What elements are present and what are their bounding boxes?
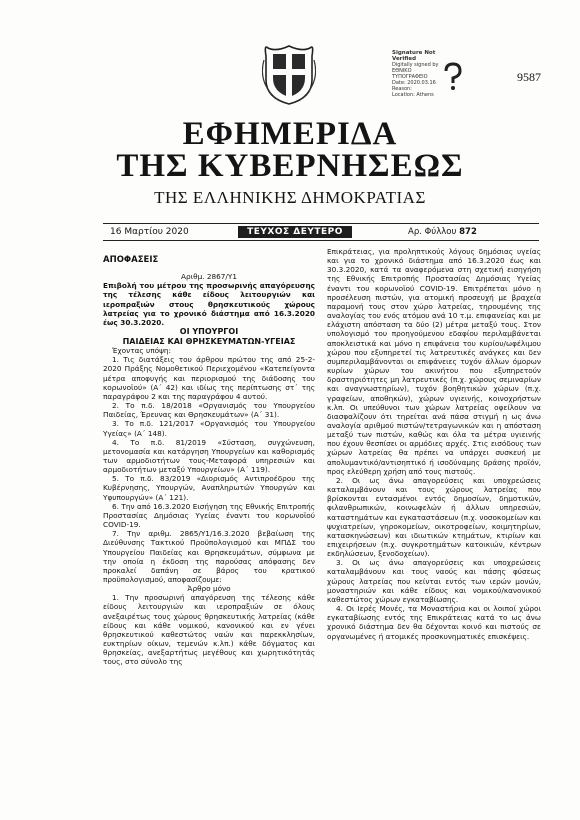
- paragraph: 1. Την προσωρινή απαγόρευση της τέλεσης κάθε είδους λειτουργιών και ιεροπραξιών σε όλους ανεξαιρέτως τους χώρους θρησκευτικής λατρείας (κάθε είδους και κάθε νομικού, κανονικού και εν γένει θρησκευτικού καθεστώτος ναών και παρεκκλησίων, ευκτηρίων οίκων, τεμενών κ.λπ.) κάθε δόγματος και θρησκείας, ανεξαρτήτως μεγέθους και χωρητικότητάς τους, στο σύνολο της: [103, 593, 315, 667]
- signature-detail: ΕΘΝΙΚΟ: [392, 68, 412, 74]
- masthead-republic: ΤΗΣ ΕΛΛΗΝΙΚΗΣ ΔΗΜΟΚΡΑΤΙΑΣ: [154, 188, 426, 207]
- paragraph: 1. Τις διατάξεις του άρθρου πρώτου της από 25-2-2020 Πράξης Νομοθετικού Περιεχομένου «Κατεπείγοντα μέτρα αποφυγής και περιορισμού της διάδοσης του κορωνοϊού» (Α΄ 42) και ιδίως της περίπτωσης στ΄ της παραγράφου 2 και της παραγράφου 4 αυτού.: [103, 355, 315, 401]
- paragraph: 2. Οι ως άνω απαγορεύσεις και υποχρεώσεις καταλαμβάνουν και τους χώρους λατρείας που βρίσκονται εντασμένοι εντός δημοσίων, δημοτικών, φιλανθρωπικών, κοινωφελών ή άλλων υπηρεσιών, καταστημάτων και εγκαταστάσεων (π.χ. νοσοκομείων και ψυχιατρείων, γηροκομείων, οικοτροφείων, κοιμητηρίων, κατασκηνώσεων) και ιδιωτικών κτημάτων, κτιρίων και επιχειρήσεων (π.χ. συγκροτημάτων κατοικιών, κέντρων εκδηλώσεων, ξενοδοχείων).: [327, 475, 541, 559]
- paragraph: 6. Την από 16.3.2020 Εισήγηση της Εθνικής Επιτροπής Προστασίας Δημόσιας Υγείας έναντι του κορωνοϊού COVID-19.: [103, 501, 315, 530]
- paragraph: 5. Το π.δ. 83/2019 «Διορισμός Αντιπροέδρου της Κυβέρνησης, Υπουργών, Αναπληρωτών Υπουργών και Υφυπουργών» (Α΄ 121).: [103, 474, 315, 502]
- masthead-subtitle: ΤΗΣ ΚΥΒΕΡΝΗΣΕΩΣ: [116, 148, 464, 184]
- signature-detail: Reason:: [392, 86, 412, 92]
- header-rule-bottom: [103, 240, 539, 241]
- ministers-heading: ΟΙ ΥΠΟΥΡΓΟΙ ΠΑΙΔΕΙΑΣ ΚΑΙ ΘΡΗΣΚΕΥΜΑΤΩΝ-ΥΓΕΙΑΣ: [122, 327, 296, 346]
- sheet-number: [408, 227, 477, 237]
- signature-detail: Location: Athens: [392, 92, 434, 98]
- paragraph: 2. Το π.δ. 18/2018 «Οργανισμός του Υπουργείου Παιδείας, Έρευνας και Θρησκευμάτων» (Α΄ 31).: [103, 401, 315, 420]
- paragraph: 7. Την αριθμ. 2865/Υ1/16.3.2020 βεβαίωση της Διεύθυνσης Τακτικού Προϋπολογισμού και ΜΠΔΣ του Υπουργείου Παιδείας και Θρησκευμάτων, σύμφωνα με την οποία η έκδοση της παρούσας απόφασης δεν προκαλεί δαπάνη σε βάρος του κρατικού προϋπολογισμού, αποφασίζουμε:: [103, 529, 315, 584]
- digital-signature-stamp: [392, 50, 474, 105]
- greek-coat-of-arms-emblem: [262, 40, 316, 106]
- signature-status-line2: Verified: [392, 56, 417, 62]
- header-rule-top: [103, 223, 539, 224]
- page-number: 9587: [517, 70, 541, 84]
- masthead-title: ΕΦΗΜΕΡΙΔΑ: [182, 116, 398, 152]
- signature-detail: ΤΥΠΟΓΡΑΦΕΙΟ: [392, 74, 428, 80]
- signature-detail: Date: 2020.03.16: [392, 80, 436, 86]
- paragraph: 3. Το π.δ. 121/2017 «Οργανισμός του Υπουργείου Υγείας» (Α΄ 148).: [103, 419, 315, 438]
- sheet-label: Αρ. Φύλλου: [408, 227, 457, 237]
- signature-status-line1: Signature Not: [392, 50, 436, 56]
- having-regard: Έχοντας υπόψη:: [112, 346, 171, 356]
- paragraph: 4. Το π.δ. 81/2019 «Σύσταση, συγχώνευση, μετονομασία και κατάργηση Υπουργείων και καθορισμός των αρμοδιοτήτων τους-Μεταφορά υπηρεσιών και αρμοδιοτήτων μεταξύ Υπουργείων» (Α΄ 119).: [103, 437, 315, 475]
- left-column: [103, 247, 315, 667]
- paragraph: 4. Οι Ιερές Μονές, τα Μοναστήρια και οι λοιποί χώροι εγκαταβίωσης εντός της Επικράτειας κατά το ως άνω χρονικό διάστημα δεν θα δέχονται κοινό και πιστούς σε οργανωμένες ή ατομικές προσκυνηματικές επισκέψεις.: [327, 604, 541, 641]
- decision-number: Αριθμ. 2867/Υ1: [181, 272, 237, 282]
- issue-date: 16 Μαρτίου 2020: [110, 227, 189, 237]
- section-heading: ΑΠΟΦΑΣΕΙΣ: [103, 255, 159, 265]
- decision-title: Επιβολή του μέτρου της προσωρινής απαγόρευσης της τέλεσης κάθε είδους λειτουργιών και ιεροπραξιών στους θρησκευτικούς χώρους λατρείας για το χρονικό διάστημα από 16.3.2020 έως 30.3.2020.: [103, 281, 315, 327]
- right-column: [327, 247, 541, 641]
- issue-series-badge: ΤΕΥΧΟΣ ΔΕΥΤΕΡΟ: [238, 226, 352, 238]
- article-heading: Άρθρο μόνο: [187, 584, 231, 594]
- signature-detail: Digitally signed by: [392, 62, 439, 68]
- signature-question-mark-icon: [440, 62, 466, 92]
- paragraph: 3. Οι ως άνω απαγορεύσεις και υποχρεώσεις καταλαμβάνουν και τους ναούς και πάσης φύσεως χώρους λατρείας που κείνται εντός των ιερών μονών, μοναστηριών και κάθε είδους και νομικού/κανονικού καθεστώτος χώρων εγκαταβίωσης.: [327, 558, 541, 604]
- paragraph: Επικράτειας, για προληπτικούς λόγους δημόσιας υγείας και για το χρονικό διάστημα από 16.3.2020 έως και 30.3.2020, κατά τα αναφερόμενα στη σχετική εισηγήση της Εθνικής Επιτροπής Προστασίας Δημόσιας Υγείας έναντι του κορωνοϊού COVID-19. Επιτρέπεται μόνο η προσέλευση πιστών, για ατομική προσευχή με βραχεία παραμονή τους στον χώρο λατρείας, τηρουμένης της αναλογίας του ενός ατόμου ανά 10 τ.μ. επιφανείας και με ελάχιστη απόσταση τα δύο (2) μέτρα μεταξύ τους. Στον υπολογισμό του προηγούμενου εδαφίου περιλαμβάνεται αποκλειστικά και μόνο η επιφάνεια του κυρίου/ωφέλιμου χώρου που εξυπηρετεί τις λατρευτικές ανάγκες και δεν συμπεριλαμβάνονται οι επιφάνειες τυχόν άλλων όμορων κυρίων χώρων του ακινήτου που εξυπηρετούν δραστηριότητες μη λατρευτικές (π.χ. χώρους σεμιναρίων και αναγνωστηρίων), τυχόν βοηθητικών χώρων (π.χ. γραφείων, αποθηκών), χώρων υγιεινής, κοινοχρήστων κ.λπ. Οι υπεύθυνοι των χώρων λατρείας οφείλουν να διασφαλίζουν ότι τηρείται ανά πάσα στιγμή η ως άνω αναλογία αριθμού πιστών/τετραγωνικών και η απόσταση μεταξύ των πιστών, καθώς και όλα τα μέτρα υγιεινής που έχουν θεσπίσει οι αρμόδιες αρχές. Στις εισόδους των χώρων λατρείας θα πρέπει να υπάρχει συσκευή με απολυμαντικό/αντισηπτικό ή ισοδύναμης δράσης προϊόν, προς ελεύθερη χρήση από τους πιστούς.: [327, 247, 541, 476]
- sheet-value: 872: [459, 227, 477, 237]
